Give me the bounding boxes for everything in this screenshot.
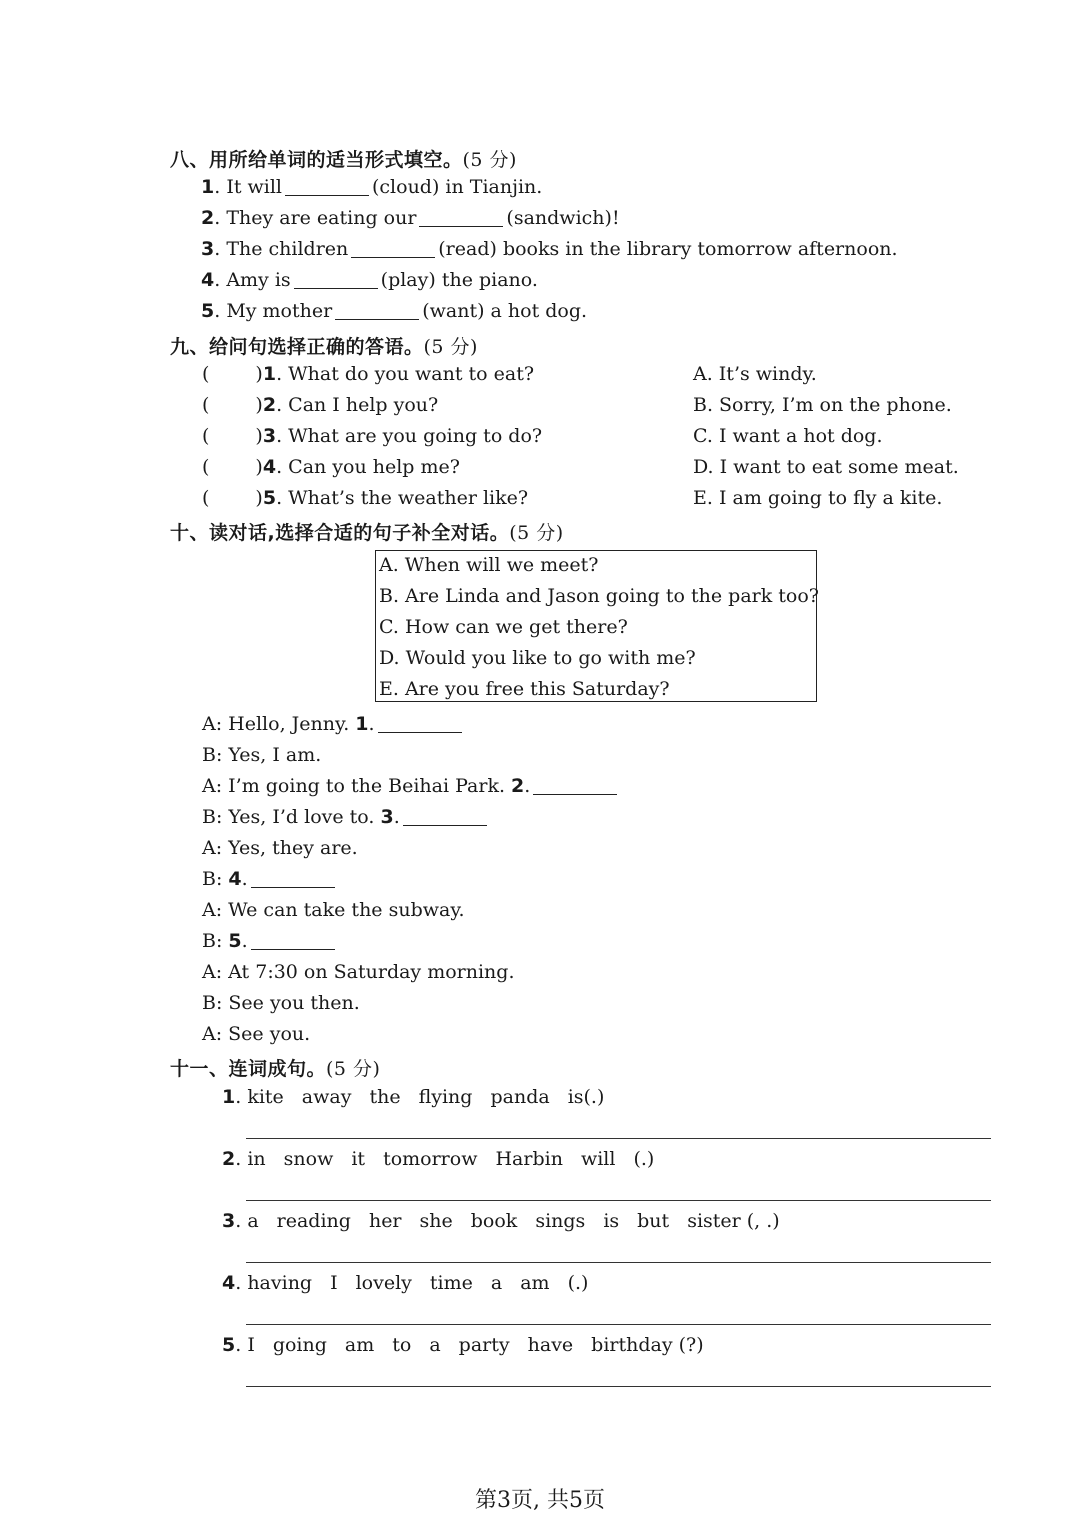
word-token: a — [429, 1334, 441, 1356]
word-token: Harbin — [495, 1148, 563, 1170]
section-10-points: (5 分) — [509, 522, 564, 544]
answer-line[interactable] — [246, 1200, 991, 1201]
dialogue-option: C. How can we get there? — [379, 616, 628, 638]
answer-blank[interactable] — [335, 301, 419, 320]
dialogue-line: B: 4. — [202, 868, 338, 890]
word-token: her — [368, 1210, 402, 1232]
item-number: 4 — [228, 868, 242, 890]
answer-bracket-open[interactable]: ( — [202, 425, 210, 447]
answer-bracket-close[interactable]: ) — [255, 487, 263, 509]
word-token: to — [392, 1334, 412, 1356]
word-token: flying — [418, 1086, 473, 1108]
word-token: am — [520, 1272, 550, 1294]
word-token: . I — [235, 1334, 255, 1356]
answer-blank[interactable] — [351, 239, 435, 258]
dialogue-line — [202, 961, 515, 983]
answer-bracket-close[interactable]: ) — [255, 456, 263, 478]
item-number: 2 — [511, 775, 525, 797]
match-question — [202, 363, 534, 385]
page-footer: 第3页, 共5页 — [475, 1488, 605, 1513]
answer-option: B. Sorry, I’m on the phone. — [693, 394, 952, 416]
answer-blank[interactable] — [251, 869, 335, 888]
item-text-after: (read) books in the library tomorrow afternoon. — [438, 238, 898, 260]
dialogue-line: A: I’m going to the Beihai Park. 2. — [202, 775, 620, 797]
word-token: party — [458, 1334, 510, 1356]
item-text-after: (cloud) in Tianjin. — [372, 176, 543, 198]
dialogue-line — [202, 837, 358, 859]
dialogue-text: B: See you then. — [202, 992, 360, 1014]
section-8-points: (5 分) — [462, 149, 517, 171]
question-text: . What do you want to eat? — [276, 363, 535, 385]
word-token: time — [429, 1272, 473, 1294]
item-number: 5 — [262, 487, 277, 509]
item-number: 2 — [201, 207, 215, 229]
word-token: birthday (?) — [591, 1334, 704, 1356]
item-text-before: . Amy is — [214, 269, 291, 291]
word-order-item — [222, 1272, 606, 1294]
word-token: lovely — [355, 1272, 412, 1294]
item-number: 3 — [262, 425, 277, 447]
word-token: the — [369, 1086, 401, 1108]
dialogue-text: B: — [202, 930, 229, 952]
word-token: panda — [490, 1086, 550, 1108]
dialogue-line — [202, 992, 360, 1014]
answer-bracket-open[interactable]: ( — [202, 394, 210, 416]
dialogue-line: A: Hello, Jenny. 1. — [202, 713, 465, 735]
section-9-points: (5 分) — [423, 336, 478, 358]
answer-bracket-close[interactable]: ) — [255, 425, 263, 447]
item-text-before: . My mother — [214, 300, 333, 322]
word-token: have — [527, 1334, 574, 1356]
item-number: 2 — [262, 394, 277, 416]
word-token: she — [419, 1210, 453, 1232]
dialogue-text: B: Yes, I’d love to. — [202, 806, 381, 828]
answer-option: E. I am going to fly a kite. — [693, 487, 943, 509]
word-token: I — [330, 1272, 338, 1294]
dialogue-text: A: See you. — [202, 1023, 311, 1045]
answer-blank[interactable] — [419, 208, 503, 227]
item-number: 4 — [222, 1272, 236, 1294]
item-text-before: . They are eating our — [214, 207, 417, 229]
section-10-title — [170, 518, 564, 545]
dialogue-option: E. Are you free this Saturday? — [379, 678, 670, 700]
word-order-item — [222, 1334, 722, 1356]
question-text: . Can I help you? — [276, 394, 439, 416]
word-token: book — [470, 1210, 518, 1232]
dialogue-option: D. Would you like to go with me? — [379, 647, 696, 669]
word-token: is(.) — [567, 1086, 605, 1108]
item-text-before: . The children — [214, 238, 349, 260]
item-text-after: (play) the piano. — [380, 269, 538, 291]
dialogue-text: B: Yes, I am. — [202, 744, 322, 766]
word-token: will — [580, 1148, 616, 1170]
item-text-before: . It will — [214, 176, 282, 198]
dialogue-text: A: At 7:30 on Saturday morning. — [202, 961, 515, 983]
section-9-title-text: 九、给问句选择正确的答语。 — [170, 336, 424, 358]
item-text-after: (want) a hot dog. — [422, 300, 588, 322]
item-number: 5 — [222, 1334, 236, 1356]
question-text: . Can you help me? — [276, 456, 460, 478]
word-token: . having — [235, 1272, 313, 1294]
dialogue-line — [202, 744, 321, 766]
match-question — [202, 487, 528, 509]
answer-blank[interactable] — [378, 714, 462, 733]
item-number: 1 — [355, 713, 369, 735]
word-token: away — [301, 1086, 352, 1108]
answer-option: C. I want a hot dog. — [693, 425, 883, 447]
item-number: 3 — [222, 1210, 236, 1232]
section-8-title-text: 八、用所给单词的适当形式填空。 — [170, 149, 463, 171]
fill-blank-item — [201, 269, 538, 291]
answer-line[interactable] — [246, 1138, 991, 1139]
dialogue-line: B: 5. — [202, 930, 338, 952]
word-token: a — [490, 1272, 503, 1294]
fill-blank-item — [201, 207, 620, 229]
answer-bracket-close[interactable]: ) — [255, 363, 263, 385]
answer-option: A. It’s windy. — [693, 363, 817, 385]
dialogue-option: B. Are Linda and Jason going to the park too? — [379, 585, 819, 607]
word-token: sister (, .) — [687, 1210, 780, 1232]
word-token: it — [351, 1148, 366, 1170]
match-question — [202, 425, 542, 447]
item-number: 3 — [380, 806, 394, 828]
word-order-item — [222, 1148, 672, 1170]
answer-bracket-close[interactable]: ) — [255, 394, 263, 416]
question-text: . What’s the weather like? — [276, 487, 529, 509]
word-order-item — [222, 1086, 622, 1108]
section-8-title — [170, 145, 517, 172]
dialogue-line: B: Yes, I’d love to. 3. — [202, 806, 490, 828]
match-question — [202, 456, 460, 478]
fill-blank-item — [201, 238, 898, 260]
word-token: am — [344, 1334, 375, 1356]
answer-line[interactable] — [246, 1324, 991, 1325]
answer-blank[interactable] — [251, 931, 335, 950]
answer-bracket-open[interactable]: ( — [202, 363, 210, 385]
item-number: 3 — [201, 238, 215, 260]
answer-line[interactable] — [246, 1386, 991, 1387]
item-number: 2 — [222, 1148, 236, 1170]
word-token: . in — [235, 1148, 266, 1170]
item-number: 4 — [262, 456, 277, 478]
dialogue-text: A: Hello, Jenny. — [202, 713, 356, 735]
item-number: 5 — [201, 300, 215, 322]
answer-bracket-open[interactable]: ( — [202, 456, 210, 478]
word-token: snow — [283, 1148, 334, 1170]
word-token: tomorrow — [383, 1148, 478, 1170]
word-token: going — [272, 1334, 327, 1356]
word-token: . a — [235, 1210, 259, 1232]
word-token: (.) — [567, 1272, 589, 1294]
match-question — [202, 394, 438, 416]
fill-blank-item — [201, 300, 587, 322]
options-box — [375, 550, 817, 702]
word-token: is — [603, 1210, 620, 1232]
word-token: (.) — [633, 1148, 655, 1170]
word-token: reading — [276, 1210, 351, 1232]
item-number: 5 — [228, 930, 242, 952]
dialogue-text: A: We can take the subway. — [202, 899, 465, 921]
word-token: sings — [535, 1210, 586, 1232]
dialogue-line — [202, 1023, 310, 1045]
answer-option: D. I want to eat some meat. — [693, 456, 959, 478]
answer-line[interactable] — [246, 1262, 991, 1263]
dialogue-text: A: I’m going to the Beihai Park. — [202, 775, 512, 797]
word-order-item — [222, 1210, 798, 1232]
section-11-points: (5 分) — [326, 1058, 381, 1080]
answer-bracket-open[interactable]: ( — [202, 487, 210, 509]
question-text: . What are you going to do? — [276, 425, 543, 447]
dialogue-option: A. When will we meet? — [379, 554, 599, 576]
dialogue-text: A: Yes, they are. — [202, 837, 358, 859]
word-token: . kite — [235, 1086, 284, 1108]
section-11-title-text: 十一、连词成句。 — [170, 1058, 327, 1080]
item-number: 1 — [222, 1086, 236, 1108]
answer-blank[interactable] — [285, 177, 369, 196]
section-11-title — [170, 1054, 380, 1081]
dialogue-text: B: — [202, 868, 229, 890]
answer-blank[interactable] — [294, 270, 378, 289]
item-number: 4 — [201, 269, 215, 291]
item-number: 1 — [201, 176, 215, 198]
word-token: but — [637, 1210, 670, 1232]
item-text-after: (sandwich)! — [506, 207, 620, 229]
dialogue-line — [202, 899, 465, 921]
answer-blank[interactable] — [403, 807, 487, 826]
section-10-title-text: 十、读对话,选择合适的句子补全对话。 — [170, 522, 510, 544]
fill-blank-item — [201, 176, 542, 198]
item-number: 1 — [262, 363, 277, 385]
answer-blank[interactable] — [533, 776, 617, 795]
section-9-title — [170, 332, 478, 359]
